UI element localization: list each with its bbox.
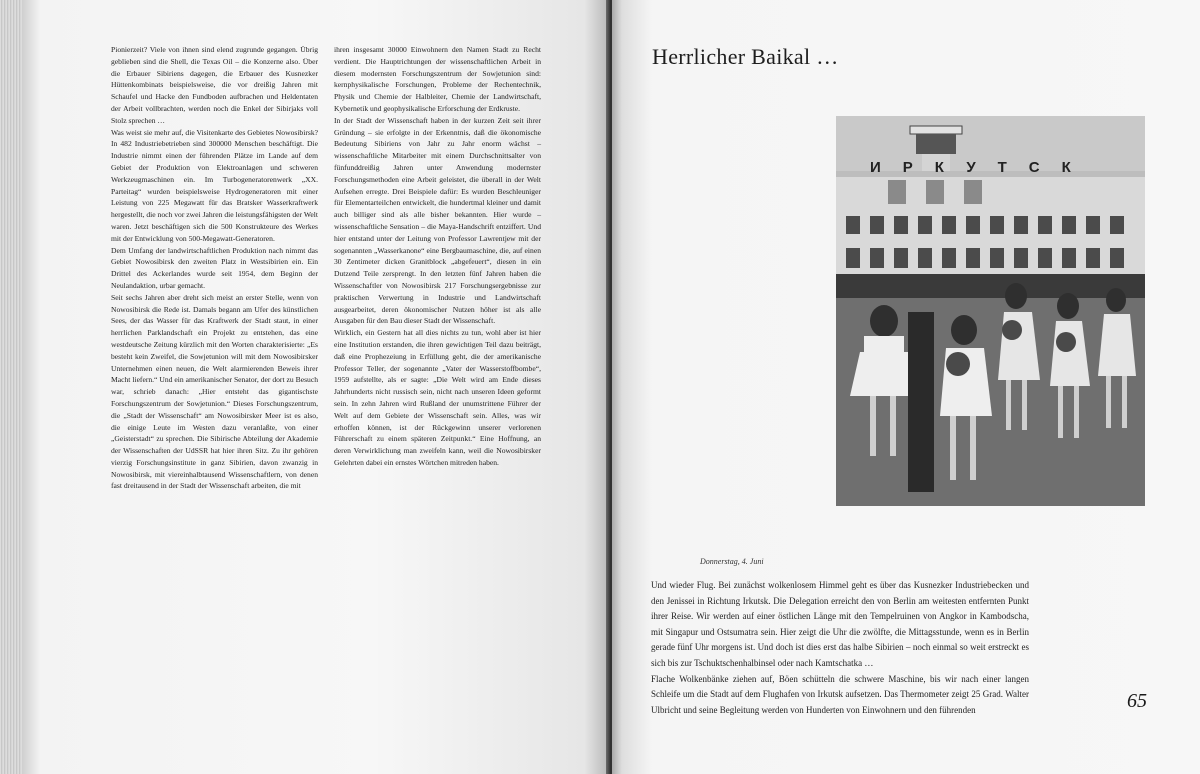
dateline: Donnerstag, 4. Juni (700, 557, 764, 566)
paragraph: Pionierzeit? Viele von ihnen sind elend zugrunde gegangen. Übrig geblieben sind die Shell, die Texas Oil – die Konzerne also. Über die Erbauer Sibiriens dagegen, die Erbauer des Kusnezker Hüttenkombinats beispielsweise, die vor dreißig Jahren mit Schaufel und Hacke den Fundboden aufbrachen und Heldentaten der Arbeit vollbrachten, werden noch die Enkel der Sibirjaks voll Stolz sprechen … (111, 45, 318, 125)
chapter-title: Herrlicher Baikal … (652, 44, 839, 69)
paragraph: In der Stadt der Wissenschaft haben in der kurzen Zeit seit ihrer Gründung – sie erfolgte in der Erkenntnis, daß die ökonomische Bedeutung Sibiriens von Jahr zu Jahr enorm wächst – wissenschaftliche Mitarbeiter mit einem Durchschnittsalter von fünfunddreißig Jahren unter Anwendung modernster Forschungsmethoden eine Arbeit geleistet, die überall in der Welt Aufsehen erregte. Drei Beispiele dafür: Es wurden Beschleuniger für Elementarteilchen entwickelt, die hundertmal kleiner und damit auch billiger sind als alle bisher bekannten. Hier wurde – wissenschaftliche Sensation – die Maya-Handschrift entziffert. Und hier entstand unter der Leitung von Professor Lawrentjew mit der sogenannten „Wasserkanone“ eine Bergbaumaschine, die, auf einen 30 Zentimeter dicken Granitblock „abgefeuert“, diesen in ein Dutzend Teile zersprengt. In den letzten fünf Jahren haben die Wissenschaftler von Nowosibirsk 217 Forschungsergebnisse zur praktischen Verwertung in Industrie und Landwirtschaft ausgearbeitet, deren ökonomischer Nutzen höher ist als alle Ausgaben für den Bau dieser Stadt der Wissenschaft. (334, 115, 541, 326)
tower-roof (910, 126, 962, 134)
paragraph: Wirklich, ein Gestern hat all dies nichts zu tun, wohl aber ist hier eine Institution erstanden, die ihren gewichtigen Teil dazu beiträgt, daß eine Prophezeiung in Erfüllung geht, die der amerikanische Professor Teller, der sogenannte „Vater der Wasserstoffbombe“, 1959 aufstellte, als er sagte: „Die Welt wird am Ende dieses Jahrhunderts nicht russisch sein, nicht nach unseren Ideen geformt sein. In zehn Jahren wird Rußland der unumstrittene Führer der Welt auf dem Gebiete der Wissenschaft sein. Alles, was wir erhoffen können, ist der Rückgewinn unserer verlorenen Führerschaft zu einem späteren Zeitpunkt.“ Eine Hoffnung, an deren Verwirklichung man zweifeln kann, weil die Nowosibirsker Gelehrten dabei ein ernstes Wörtchen mitreden haben. (334, 328, 541, 467)
left-column-2 (334, 44, 541, 469)
photo-illustration (836, 116, 1145, 506)
paragraph: ihren insgesamt 30000 Einwohnern den Namen Stadt zu Recht verdient. Die Hauptrichtungen der wissenschaftlichen Arbeit in diesem modernsten Forschungszentrum der Sowjetunion sind: kernphysikalische Forschungen, Probleme der Rechentechnik, Physik und Chemie der Halbleiter, Chemie der Landwirtschaft, Kybernetik und geophysikalische Erforschung der Erdkruste. (334, 45, 541, 113)
page-number: 65 (1127, 690, 1147, 712)
tower-windows (916, 134, 956, 154)
paragraph: Und wieder Flug. Bei zunächst wolkenlosem Himmel geht es über das Kusnezker Industriebecken und den Jenissei in Richtung Irkutsk. Die Delegation erreicht den von Berlin am weitesten entfernten Punkt ihrer Reise. Wir werden auf einer östlichen Länge mit den Tempelruinen von Angkor in Kambodscha, mit Singapur und Ostsumatra sein. Hier zeigt die Uhr die zwölfte, die Mittagsstunde, wenn es in Berlin gerade fünf Uhr morgens ist. Und doch ist dies erst das halbe Sibirien – noch einmal so weit erstreckt es sich bis zur Tschuktschenhalbinsel oder nach Kamtschatka … (651, 580, 1029, 668)
building-sign: ИРКУТСК (870, 159, 1093, 176)
crowd (836, 274, 1145, 298)
paragraph: Dem Umfang der landwirtschaftlichen Produktion nach nimmt das Gebiet Nowosibirsk den zweiten Platz in Westsibirien ein. Ein Drittel des Ackerlandes wurde seit 1954, dem Beginn der Neulandaktion, urbar gemacht. (111, 245, 318, 290)
paragraph: Was weist sie mehr auf, die Visitenkarte des Gebietes Nowosibirsk? In 482 Industriebetrieben sind 300000 Menschen beschäftigt. Die Industrie nimmt einen der führenden Plätze im Lande auf dem Gebiet der Produktion von Elektroanlagen und schweren Werkzeugmaschinen ein. Im Turbogeneratorenwerk „XX. Parteitag“ wurden beispielsweise Hydrogeneratoren mit einer Leistung von 225 Megawatt für das Bratsker Wasserkraftwerk hergestellt, die noch vor zwei Jahren die leistungsfähigsten der Welt waren. Jetzt beschäftigen sich die 500 Konstrukteure des Werkes mit der Entwicklung von 500-Megawatt-Generatoren. (111, 127, 318, 243)
portrait-row (888, 180, 982, 204)
photo-irkutsk-airport (836, 116, 1145, 506)
right-body-text (651, 578, 1029, 718)
left-column-1 (111, 44, 318, 492)
portrait (964, 180, 982, 204)
portrait (926, 180, 944, 204)
paragraph: Flache Wolkenbänke ziehen auf, Böen schütteln die schwere Maschine, bis wir nach einer langen Schleife um die Stadt auf dem Flughafen von Irkutsk aufsetzen. Das Thermometer zeigt 25 Grad. Walter Ulbricht und seine Begleitung werden von Hunderten von Einwohnern und den führenden (651, 673, 1029, 715)
paragraph: Seit sechs Jahren aber dreht sich meist an erster Stelle, wenn von Nowosibirsk die Rede ist. Damals begann am Ufer des künstlichen Sees, der das Wasser für das Kraftwerk der Stadt staut, in einer herrlichen Parklandschaft ein Projekt zu entstehen, das eine westdeutsche Zeitung kürzlich mit den Worten charakterisierte: „Es besteht kein Zweifel, die Sowjetunion will mit dem Nowosibirsker Unternehmen einen neuen, die Welt alarmierenden Beweis ihrer Macht liefern.“ Und ein amerikanischer Senator, der dort zu Besuch war, schrieb danach: „Hier entsteht das gigantischste Forschungszentrum der Sowjetunion.“ Dieses Forschungszentrum, die „Stadt der Wissenschaft“ am Nowosibirsker Meer ist es also, die einige Leute im Westen dazu veranlaßte, von einer „Geisterstadt“ zu sprechen. Die Sibirische Abteilung der Akademie der Wissenschaften der UdSSR hat hier ihren Sitz. Zu ihr gehören vierzig Forschungsinstitute in ganz Sibirien, davon zwanzig in Nowosibirsk, mit viereinhalbtausend Wissenschaftlern, von denen fast dreitausend in der Stadt der Wissenschaft arbeiten, die mit (111, 292, 318, 491)
portrait (888, 180, 906, 204)
